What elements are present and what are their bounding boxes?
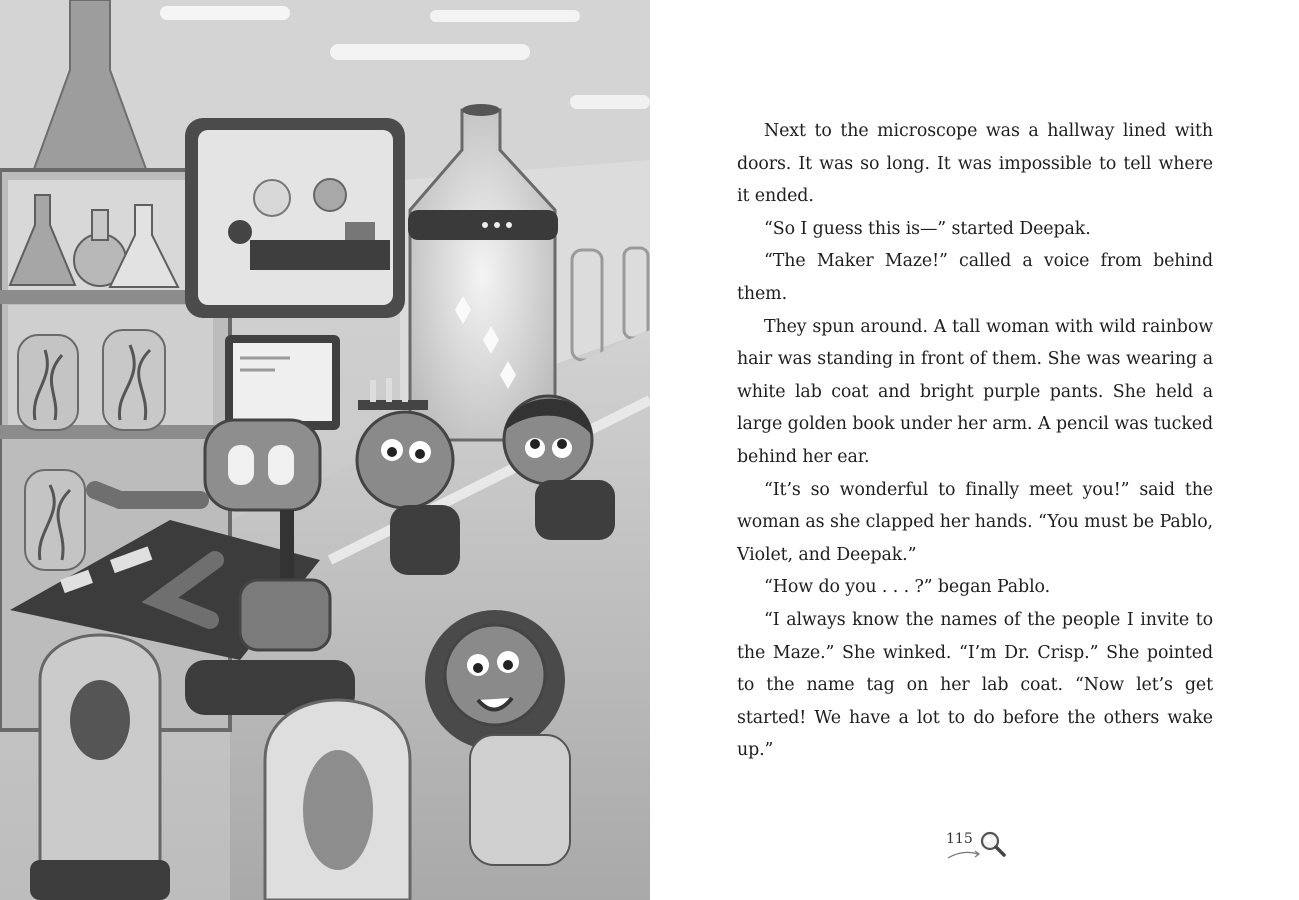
ceiling-light xyxy=(570,95,650,109)
specimen-jar xyxy=(18,335,78,430)
paragraph: “So I guess this is—” started Deepak. xyxy=(764,218,1091,239)
story-text xyxy=(737,115,1213,767)
paragraph: Next to the microscope was a hallway lined with doors. It was so long. It was impossible to tell where it ended. xyxy=(737,121,1213,207)
page-folio xyxy=(946,827,1016,867)
text-page xyxy=(650,0,1299,900)
test-tube-rack xyxy=(358,400,428,410)
robot xyxy=(205,420,320,510)
child-figure xyxy=(314,179,346,211)
paragraph: They spun around. A tall woman with wild rainbow hair was standing in front of them. She was wearing a white lab coat and bright purple pants. She held a large golden book under her arm. A pencil was tucked behind her ear. xyxy=(737,316,1213,467)
swoosh-ornament xyxy=(946,849,982,861)
specimen-jar xyxy=(103,330,165,430)
paragraph: “I always know the names of the people I invite to the Maze.” She winked. “I’m Dr. Crisp.” She pointed to the name tag on her lab coat. “Now let’s get started! We have a lot to do before the others wake up.” xyxy=(737,609,1213,761)
ceiling-light xyxy=(330,44,530,60)
page-number: 115 xyxy=(946,831,973,847)
paragraph: “It’s so wonderful to finally meet you!” said the woman as she clapped her hands. “You must be Pablo, Violet, and Deepak.” xyxy=(737,479,1213,565)
child-pablo xyxy=(357,412,453,508)
ceiling-light xyxy=(430,10,580,22)
specimen-jar xyxy=(25,470,85,570)
paragraph: “How do you . . . ?” began Pablo. xyxy=(764,577,1051,598)
ceiling-light xyxy=(160,6,290,20)
paragraph: “The Maker Maze!” called a voice from behind them. xyxy=(737,251,1213,304)
magnifying-glass-icon xyxy=(978,829,1008,859)
child-figure xyxy=(254,180,290,216)
child-figure xyxy=(228,220,252,244)
